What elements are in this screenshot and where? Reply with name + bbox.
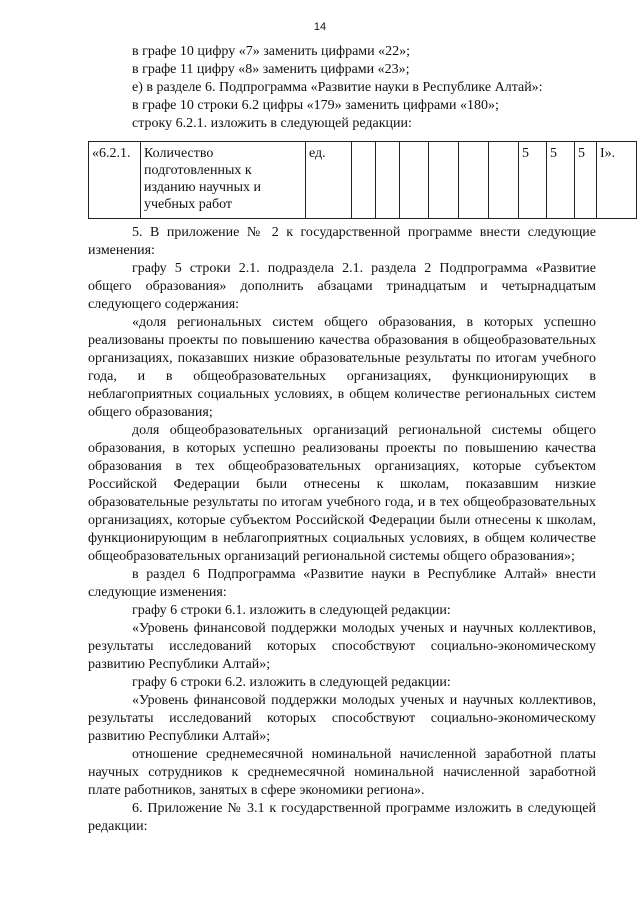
paragraph: графу 6 строки 6.1. изложить в следующей редакции: [132, 603, 451, 618]
empty-cell [459, 142, 489, 219]
empty-cell [429, 142, 459, 219]
empty-cell [376, 142, 400, 219]
value-cell: 5 [547, 142, 575, 219]
paragraph: графу 5 строки 2.1. подраздела 2.1. раздела 2 Подпрограмма «Развитие общего образования» дополнить абзацами тринадцатым и четырнадцатым следующего содержания: [88, 261, 596, 312]
value-cell: 5 [575, 142, 597, 219]
row-unit-cell: ед. [306, 142, 352, 219]
paragraph: доля общеобразовательных организаций региональной системы общего образования, в которых успешно реализованы проекты по повышению качества образования в тех общеобразовательных организациях, которые субъектом Российской Федерации были отнесены к школам, показавшим низкие образовательные результаты по итогам учебного года, и в тех общеобразовательных организациях, которые субъектом Российской Федерации были отнесены к школам, функционирующим в неблагоприятных социальных условиях, в общем количестве общеобразовательных организаций региональной системы общего образования»; [88, 423, 596, 564]
paragraph: «Уровень финансовой поддержки молодых ученых и научных коллективов, результаты исследований которых способствуют социально-экономическому развитию Республики Алтай»; [88, 621, 596, 672]
intro-line: е) в разделе 6. Подпрограмма «Развитие науки в Республике Алтай»: [132, 80, 543, 95]
empty-cell [400, 142, 429, 219]
paragraph: «доля региональных систем общего образования, в которых успешно реализованы проекты по повышению качества образования в общеобразовательных организациях, показавших низкие образовательные результаты по итогам учебного года, и в общеобразовательных организациях, функционирующих в неблагоприятных социальных условиях, в общем количестве региональных систем общего образования; [88, 315, 596, 420]
intro-line: в графе 10 строки 6.2 цифры «179» заменить цифрами «180»; [132, 98, 499, 113]
intro-line: строку 6.2.1. изложить в следующей редакции: [132, 116, 412, 131]
paragraph: в раздел 6 Подпрограмма «Развитие науки в Республике Алтай» внести следующие изменения: [88, 567, 596, 600]
document-body [88, 224, 596, 836]
paragraph: отношение среднемесячной номинальной начисленной заработной платы научных сотрудников к среднемесячной номинальной начисленной заработной плате работников, занятых в сфере экономики региона». [88, 747, 596, 798]
row-number-cell: «6.2.1. [89, 142, 141, 219]
page-number: 14 [313, 21, 327, 33]
intro-lines [132, 43, 543, 133]
indicator-table [88, 141, 637, 219]
paragraph: 6. Приложение № 3.1 к государственной программе изложить в следующей редакции: [88, 801, 596, 834]
row-name-cell: Количество подготовленных к изданию научных и учебных работ [141, 142, 306, 219]
value-cell: I». [597, 142, 637, 219]
table-row [89, 142, 637, 219]
paragraph: 5. В приложение № 2 к государственной программе внести следующие изменения: [88, 225, 596, 258]
empty-cell [352, 142, 376, 219]
intro-line: в графе 10 цифру «7» заменить цифрами «22»; [132, 44, 411, 59]
value-cell: 5 [519, 142, 547, 219]
paragraph: графу 6 строки 6.2. изложить в следующей редакции: [132, 675, 451, 690]
intro-line: в графе 11 цифру «8» заменить цифрами «23»; [132, 62, 410, 77]
paragraph: «Уровень финансовой поддержки молодых ученых и научных коллективов, результаты исследований которых способствуют социально-экономическому развитию Республики Алтай»; [88, 693, 596, 744]
empty-cell [489, 142, 519, 219]
